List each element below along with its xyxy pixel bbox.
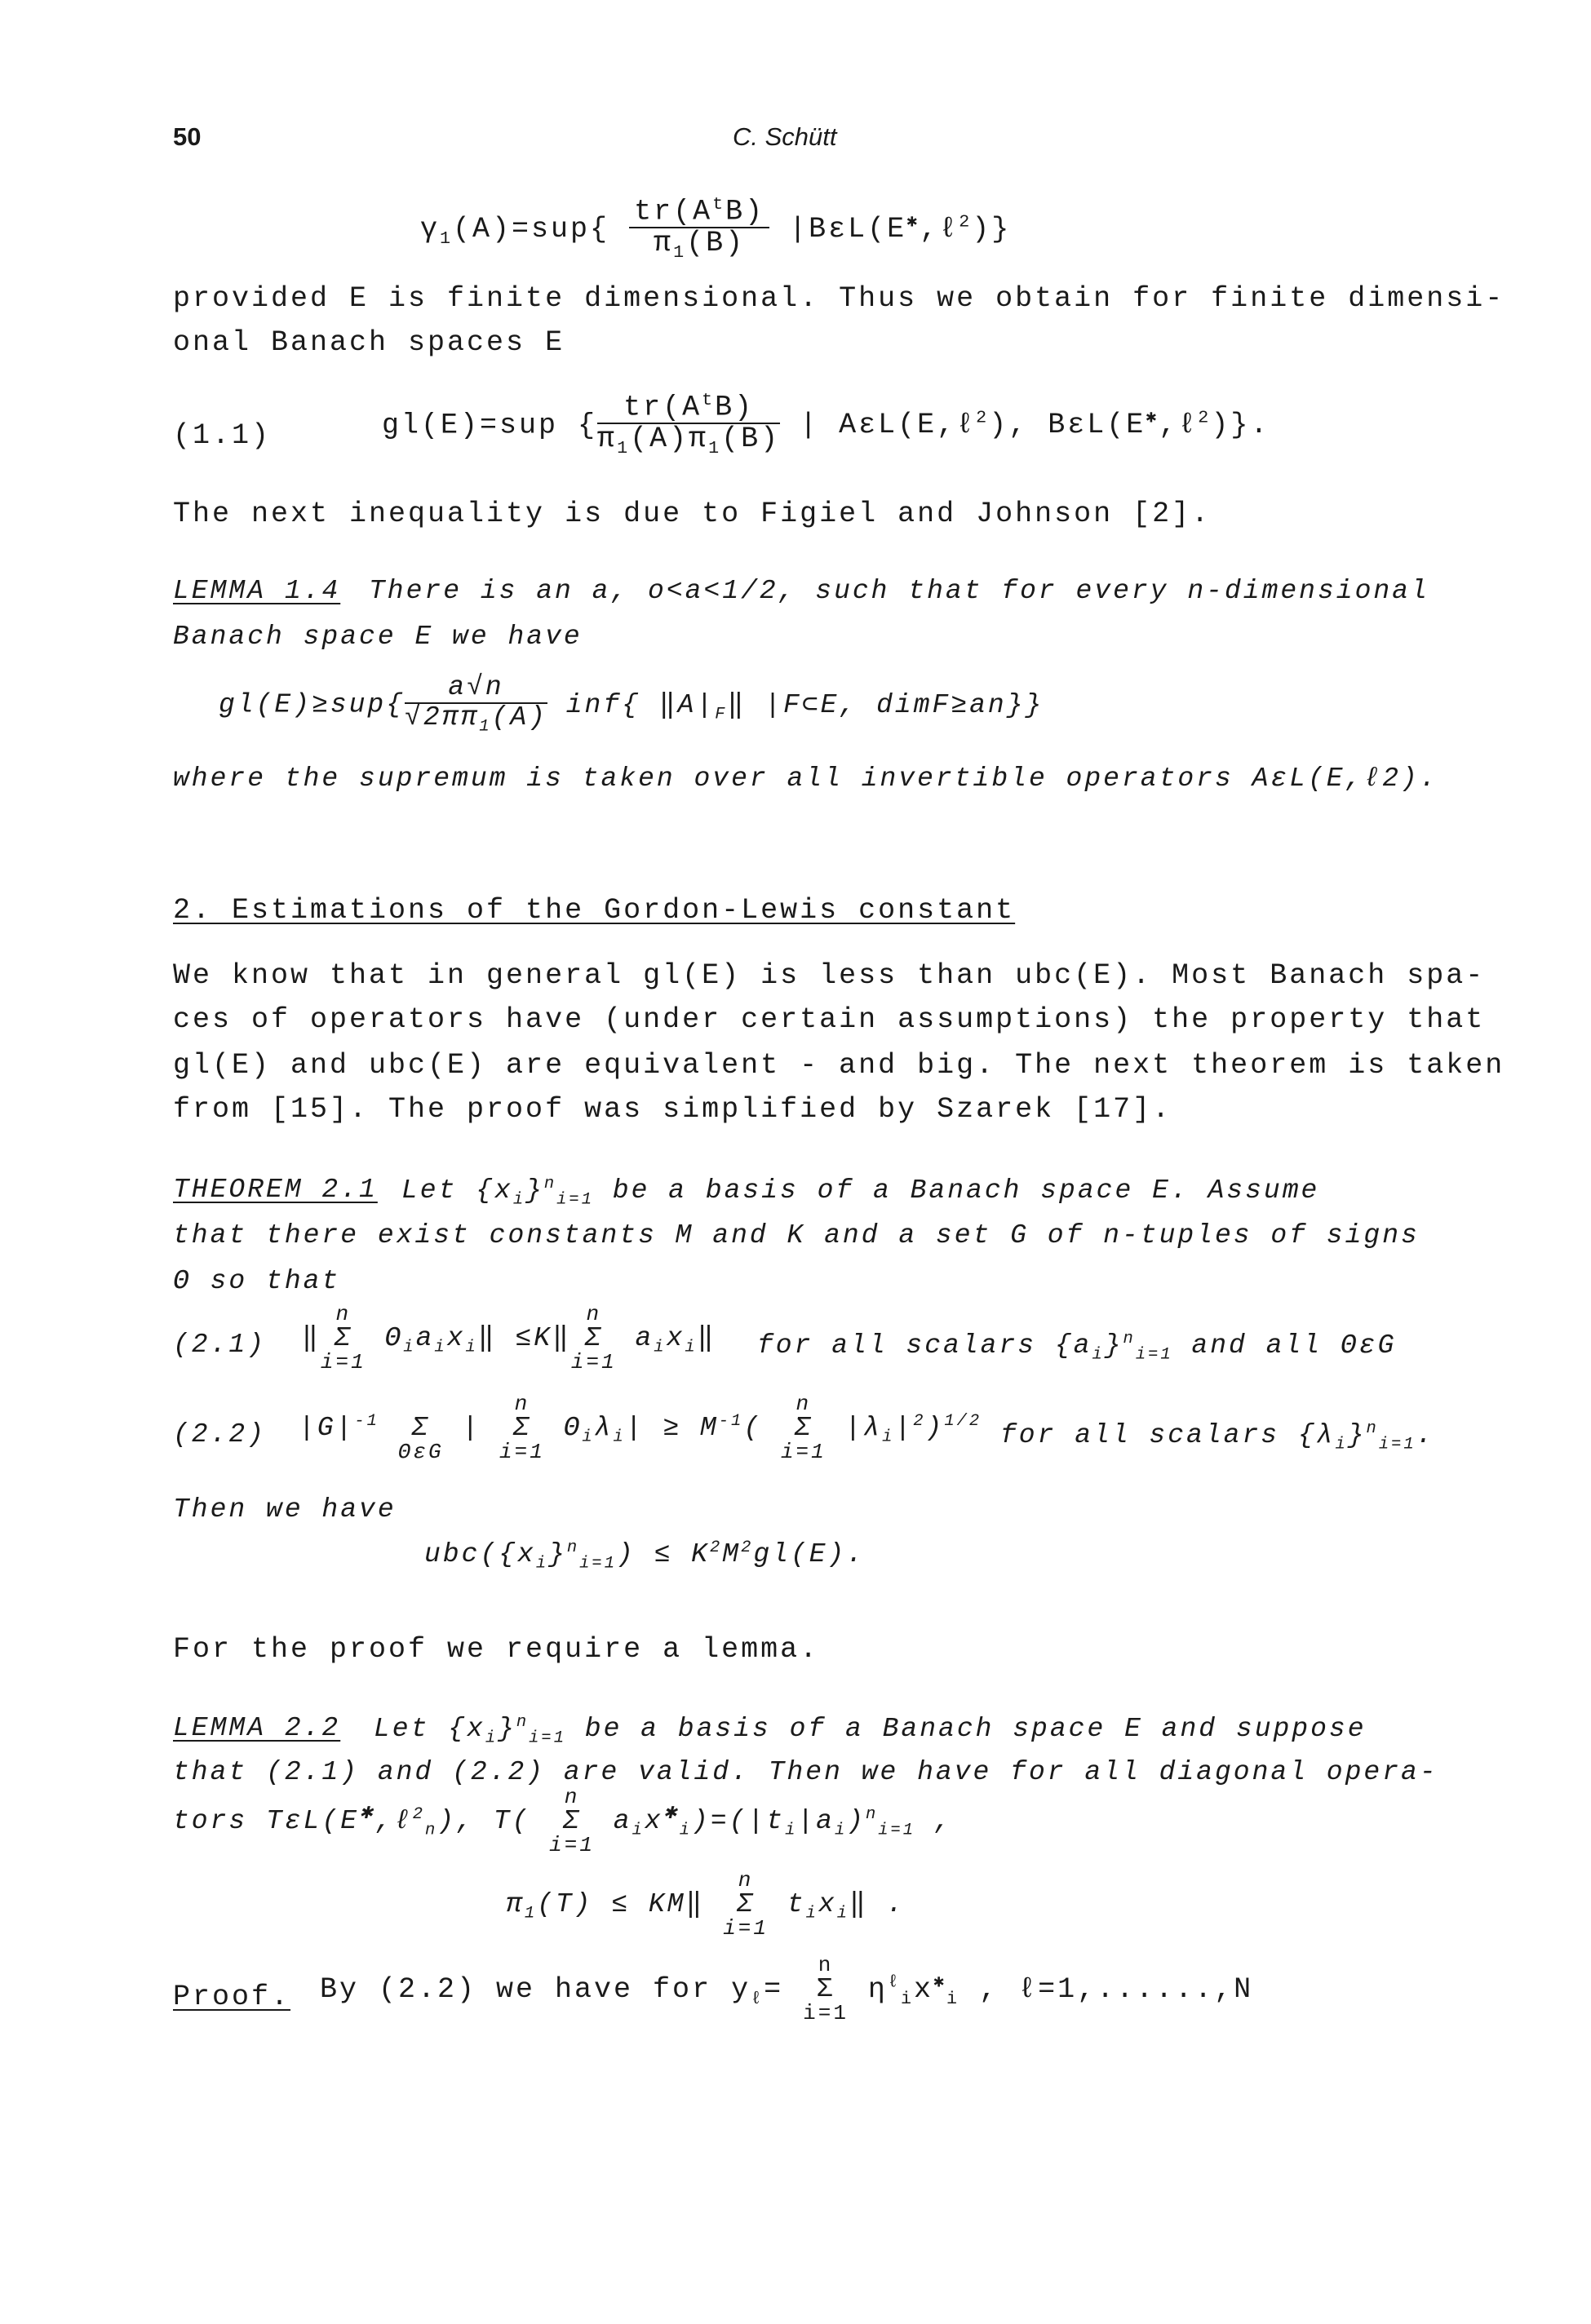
lemma-label: LEMMA 1.4 <box>173 576 341 606</box>
text-line: onal Banach spaces E <box>173 326 565 359</box>
equation-2-1: ‖ n Σ i=1 $\Theta_ia_ix_i‖$ ≤K‖ n Σ i=1 $a_ix_i‖$ <box>302 1302 716 1374</box>
equation-label: (1.1) <box>173 419 272 452</box>
lemma-formula: gl(E)≥sup{ $\frac{a√n}{√2\pi\pi_1(A)}$ inf{ $‖A|_F‖$ |F⊂E, dimF≥an}} <box>219 672 1044 737</box>
equation-label: (2.2) <box>173 1419 267 1450</box>
text-line: ces of operators have (under certain assumptions) the property that <box>173 1003 1486 1036</box>
text-line: Banach space E we have <box>173 622 583 652</box>
text-line: where the supremum is taken over all invertible operators AεL(E,ℓ2). <box>173 764 1438 794</box>
lemma-label: LEMMA 2.2 <box>173 1713 341 1743</box>
text-line: For the proof we require a lemma. <box>173 1633 820 1666</box>
proof-label: Proof. <box>173 1981 291 2013</box>
equation-2-1-condition: for all scalars $\{a_i\}^n_{i=1}$ and all ΘεG <box>757 1330 1397 1365</box>
text-line: We know that in general gl(E) is less than ubc(E). Most Banach spa- <box>173 959 1486 992</box>
lemma-line: tors TεL(E✱,ℓ$^2_n$), T( n Σ i=1 $a_ix^✱_i)=(|t_i|a_i)^n_{i=1}$ , <box>173 1785 953 1857</box>
text-line: gl(E) and ubc(E) are equivalent - and big. The next theorem is taken <box>173 1049 1505 1082</box>
theorem-line: Let $\{x_i\}^n_{i=1}$ be a basis of a Banach space E. Assume <box>401 1175 1320 1210</box>
proof-line: By (2.2) we have for $y_\ell=$ n Σ i=1 $\eta^\ell_ix^✱_i$ , ℓ=1,......,N <box>320 1953 1254 2025</box>
lemma-line: Let $\{x_i\}^n_{i=1}$ be a basis of a Banach space E and suppose <box>374 1713 1367 1748</box>
gamma-formula: $\gamma_1(A)=sup${ $\frac{tr(A^tB)}{\pi_1(B)}$ |BεL(E✱,ℓ$^2$)} <box>420 194 1012 263</box>
text-line: that there exist constants M and K and a set G of n-tuples of signs <box>173 1220 1420 1251</box>
lemma-formula: $\pi_1(T)$ ≤ KM‖ n Σ i=1 $t_ix_i‖$ . <box>506 1868 906 1941</box>
equation-label: (2.1) <box>173 1330 267 1360</box>
equation-2-2: $|G|^{-1}$ Σ ΘεG | n Σ i=1 $\Theta_i\lambda_i| \ge M^{-1}$( n Σ i=1 $|\lambda_i|^2)^{1/2}$ <box>299 1392 982 1464</box>
theorem-label: THEOREM 2.1 <box>173 1175 378 1205</box>
running-head: C. Schütt <box>733 122 837 151</box>
text-line: Then we have <box>173 1494 397 1525</box>
equation-2-2-condition: for all scalars $\{\lambda_i\}^n_{i=1}$. <box>1000 1419 1435 1454</box>
theorem-conclusion: $ubc(\{x_i\}^n_{i=1}) \le K^2M^2gl(E)$. <box>424 1538 866 1574</box>
equation-1-1: gl(E)=sup { $\frac{tr(A^tB)}{\pi_1(A)\pi_1(B)}$ | AεL(E,ℓ$^2$), BεL(E✱,ℓ$^2$)}. <box>382 390 1270 459</box>
text-line: Θ so that <box>173 1266 341 1296</box>
text-line: that (2.1) and (2.2) are valid. Then we have for all diagonal opera- <box>173 1757 1438 1787</box>
page-number: 50 <box>173 122 202 151</box>
text-line: The next inequality is due to Figiel and Johnson [2]. <box>173 498 1212 530</box>
text-line: There is an a, o<a<1/2, such that for every n-dimensional <box>369 576 1429 606</box>
section-heading: 2. Estimations of the Gordon-Lewis constant <box>173 894 1016 927</box>
text-line: provided E is finite dimensional. Thus we obtain for finite dimensi- <box>173 282 1505 315</box>
text-line: from [15]. The proof was simplified by Szarek [17]. <box>173 1093 1172 1126</box>
